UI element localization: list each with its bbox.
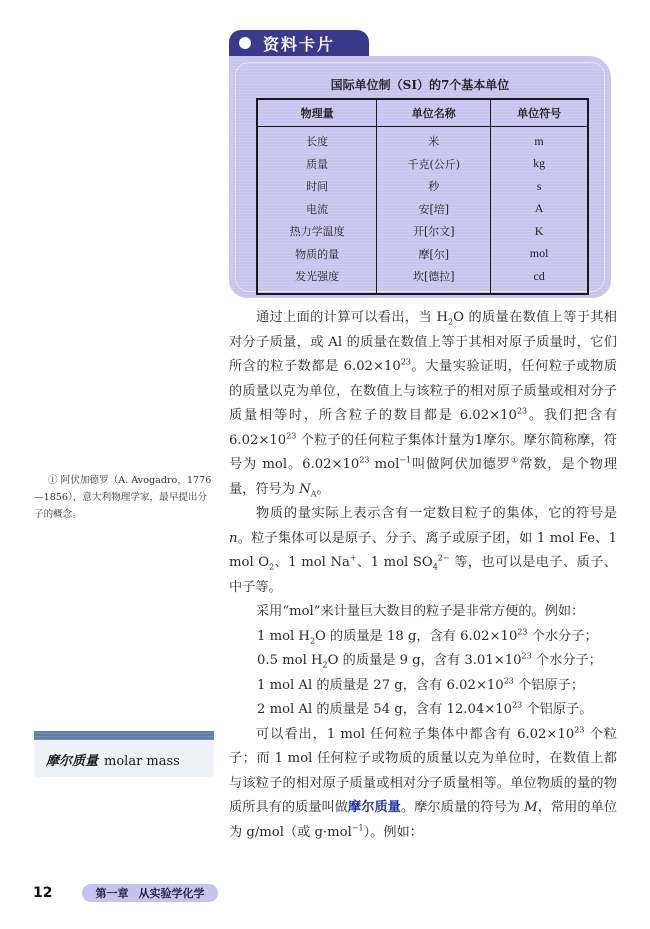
symbol-NA: N <box>299 481 311 497</box>
cell-quantity: 质量 <box>306 157 329 171</box>
text: 1 mol Al 的质量是 27 g，含有 6.02×10 <box>257 677 504 693</box>
paragraph-molar-mass <box>229 723 617 846</box>
page-number: 12 <box>33 885 53 901</box>
example-line <box>229 674 617 699</box>
text: 个铝原子。 <box>522 702 593 717</box>
cell-unit-symbol: kg <box>491 153 588 176</box>
superscript: 23 <box>574 725 585 735</box>
table-row <box>257 220 588 243</box>
cell-unit-symbol: s <box>491 175 588 198</box>
superscript: 23 <box>517 627 528 637</box>
paragraph-avogadro <box>229 306 617 502</box>
superscript: 23 <box>286 431 297 441</box>
term-chinese: 摩尔质量 <box>46 754 99 769</box>
text: 。大量实验证明，任何粒子或物质的质量以克为单位，在数值上与该粒子的相对原子质量或相对分子质量相等时，所含粒子的数目都是 6.02×10 <box>229 359 618 423</box>
text: O 的质量是 18 g，含有 6.02×10 <box>315 628 518 644</box>
cell-unit-symbol: mol <box>491 243 588 266</box>
cell-quantity: 长度 <box>306 135 329 149</box>
margin-term-text <box>34 740 214 769</box>
text: 。粒子集体可以是原子、分子、离子或原子团，如 1 mol Fe、1 mol O <box>229 530 617 570</box>
superscript: −1 <box>399 455 412 465</box>
keyword-molar-mass: 摩尔质量 <box>348 800 401 815</box>
text: 个粒子的任何粒子集体计量为1摩尔。摩尔简称摩，符号为 mol。6.02×10 <box>229 432 617 472</box>
cell-quantity: 时间 <box>306 180 329 194</box>
header-unit-symbol: 单位符号 <box>491 99 588 127</box>
margin-term-box <box>34 731 214 777</box>
table-row <box>257 153 588 176</box>
superscript: 23 <box>359 455 370 465</box>
superscript: + <box>349 553 357 563</box>
superscript: 23 <box>521 651 532 661</box>
paragraph-examples-intro: 采用“mol”来计量巨大数目的粒子是非常方便的。例如： <box>256 604 585 619</box>
subscript: 2 <box>322 660 328 670</box>
cell-unit-symbol: m <box>491 127 588 153</box>
text: 个水分子； <box>527 628 598 644</box>
header-quantity: 物理量 <box>257 99 377 127</box>
text: mol <box>369 457 400 472</box>
text: 1 mol H <box>257 628 310 644</box>
cell-quantity: 物质的量 <box>295 247 340 261</box>
cell-unit-name: 坎[德拉] <box>377 265 491 294</box>
table-row <box>257 265 588 294</box>
table-row <box>257 175 588 198</box>
text: 、1 mol Na <box>274 555 350 570</box>
footnote-text: 阿伏加德罗（A. Avogadro，1776—1856），意大利物理学家，最早提出分子的概念。 <box>34 475 212 520</box>
cell-unit-name: 秒 <box>377 175 491 198</box>
text: ，常用的单位为 g/mol（或 g·mol <box>229 800 618 840</box>
text: 。 <box>316 481 330 497</box>
cell-quantity: 电流 <box>306 202 329 216</box>
subscript: 2 <box>309 636 316 646</box>
paragraph-amount-of-substance <box>229 502 617 600</box>
text: O 的质量在数值上等于其相对分子质量，或 Al 的质量在数值上等于其相对原子质量时，它们所含的粒子数都是 6.02×10 <box>229 310 617 374</box>
cell-quantity: 发光强度 <box>295 270 340 284</box>
text: 0.5 mol H <box>257 653 323 668</box>
text: 物质的量实际上表示含有一定数目粒子的集体，它的符号是 <box>256 506 617 521</box>
table-header-row <box>257 99 588 127</box>
table-caption: 国际单位制（SI）的7个基本单位 <box>330 78 510 92</box>
cell-unit-name: 摩[尔] <box>377 243 491 266</box>
text: 个水分子； <box>531 653 602 668</box>
subscript: A <box>310 489 317 499</box>
text: 叫做阿伏加德罗 <box>411 457 511 472</box>
example-line <box>229 698 617 723</box>
chapter-pill <box>82 884 218 902</box>
cell-unit-symbol: A <box>491 198 588 221</box>
chapter-number: 第一章 <box>95 887 129 900</box>
superscript: 23 <box>512 700 523 710</box>
cell-unit-name: 千克(公斤) <box>377 153 491 176</box>
subscript: 2 <box>448 317 454 327</box>
example-line <box>229 625 617 650</box>
superscript: 23 <box>400 357 411 367</box>
text: 个铝原子； <box>513 677 585 693</box>
text: 等，也可以是电子、质子、中子等。 <box>229 555 617 595</box>
text: 常数，是个物理量，符号为 <box>229 457 618 497</box>
table-row <box>257 198 588 221</box>
text: 、1 mol SO <box>356 555 433 570</box>
subscript: 2 <box>269 562 275 572</box>
text: 可以看出，1 mol 任何粒子集体中都含有 6.02×10 <box>256 726 575 742</box>
footnote-marker: ① <box>510 455 520 465</box>
text: 。摩尔质量的符号为 <box>400 800 525 815</box>
subscript: 4 <box>432 562 438 572</box>
superscript: 23 <box>516 406 528 416</box>
table-row <box>257 243 588 266</box>
cell-unit-name: 米 <box>377 127 491 153</box>
bullet-circle-icon <box>239 37 251 49</box>
main-text <box>229 306 617 845</box>
text: ）。例如： <box>363 824 423 840</box>
cell-unit-symbol: cd <box>491 265 588 294</box>
si-units-table <box>256 98 589 295</box>
info-card-title: 资料卡片 <box>263 34 336 54</box>
symbol-M: M <box>524 800 538 815</box>
text: 2 mol Al 的质量是 54 g，含有 12.04×10 <box>257 702 513 717</box>
cell-unit-name: 安[培] <box>377 198 491 221</box>
text: O 的质量是 9 g，含有 3.01×10 <box>327 653 522 668</box>
cell-unit-symbol: K <box>491 220 588 243</box>
example-line <box>229 649 617 674</box>
superscript: 2− <box>437 553 450 563</box>
chapter-title: 从实验学化学 <box>138 887 205 900</box>
footnote-marker: ① <box>48 475 58 486</box>
margin-term-bar <box>34 731 214 740</box>
superscript: 23 <box>503 676 514 686</box>
superscript: −1 <box>351 823 364 833</box>
cell-unit-name: 开[尔文] <box>377 220 491 243</box>
header-unit-name: 单位名称 <box>377 99 491 127</box>
info-card-tab <box>229 30 369 56</box>
term-english: molar mass <box>104 754 180 769</box>
cell-quantity: 热力学温度 <box>289 225 345 239</box>
table-row <box>257 127 588 153</box>
symbol-n: n <box>229 530 238 546</box>
info-card <box>229 56 611 298</box>
footnote-avogadro <box>34 472 214 523</box>
text: 。我们把含有 6.02×10 <box>229 408 618 448</box>
text: 个粒子；而 1 mol 任何粒子或物质的质量以克为单位时，在数值上都与该粒子的相对原子质量或相对分子质量相等。单位物质的量的物质所具有的质量叫做 <box>229 726 617 815</box>
text: 通过上面的计算可以看出，当 H <box>256 310 448 325</box>
